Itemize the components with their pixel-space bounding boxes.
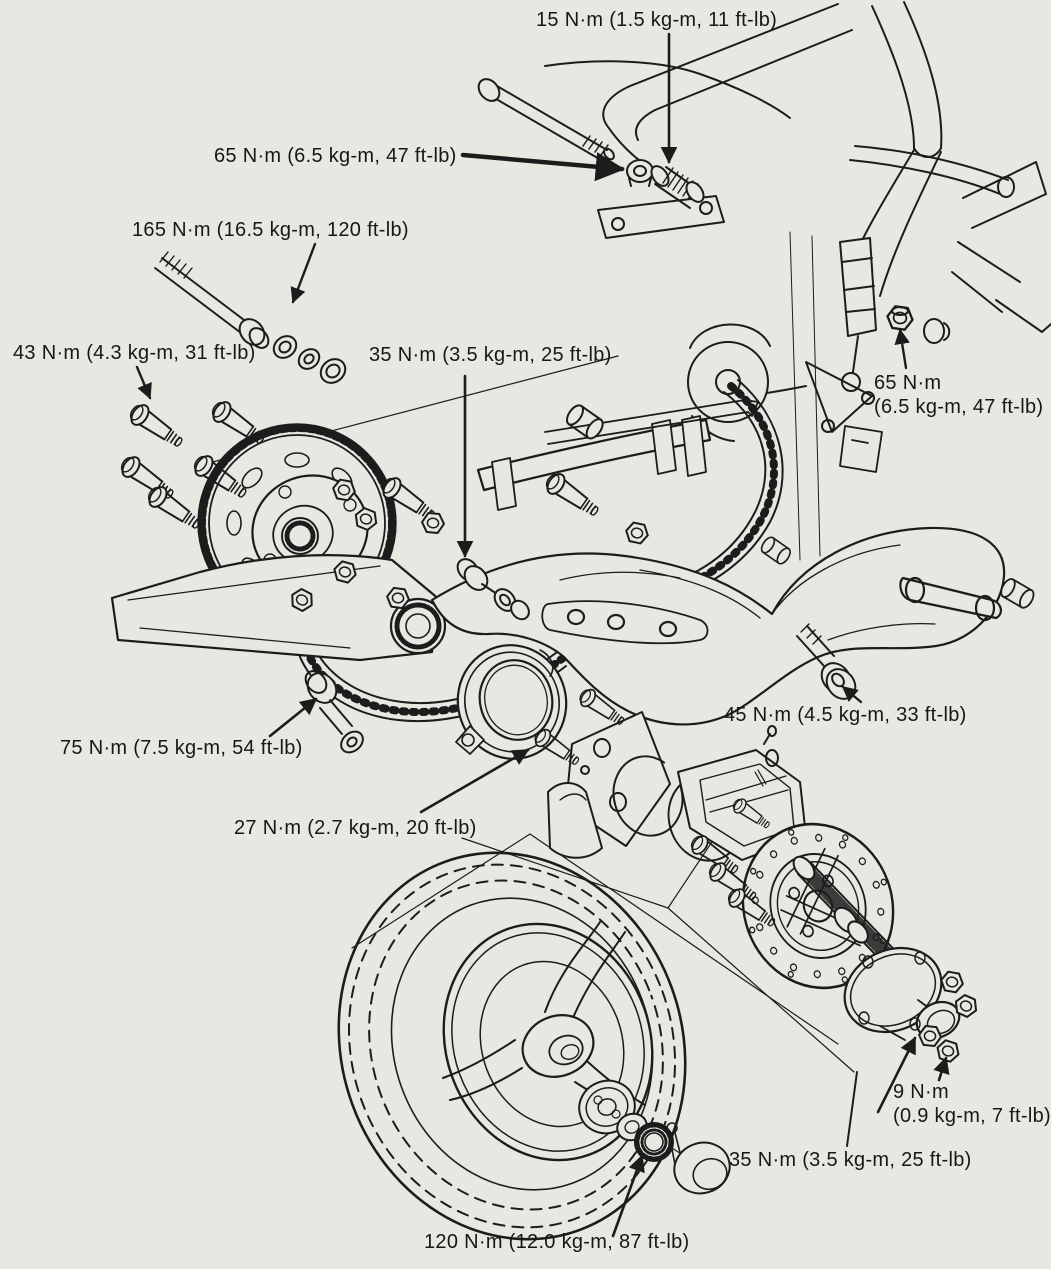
torque-label-43nm: 43 N·m (4.3 kg-m, 31 ft-lb)	[13, 342, 256, 364]
shock-absorber	[840, 238, 876, 391]
torque-label-165nm: 165 N·m (16.5 kg-m, 120 ft-lb)	[132, 219, 409, 241]
torque-label-45nm: 45 N·m (4.5 kg-m, 33 ft-lb)	[724, 704, 967, 726]
leader-65nm-left	[463, 155, 622, 169]
leader-27nm	[421, 750, 528, 812]
torque-label-65nm-right: 65 N·m (6.5 kg-m, 47 ft-lb)	[874, 372, 1044, 418]
leader-75nm	[270, 699, 316, 736]
rear-wheel	[285, 804, 739, 1269]
leader-9nm-b	[939, 1058, 946, 1080]
torque-label-75nm: 75 N·m (7.5 kg-m, 54 ft-lb)	[60, 737, 303, 759]
leader-35nm-axle	[847, 1072, 857, 1146]
torque-label-120nm: 120 N·m (12.0 kg-m, 87 ft-lb)	[424, 1231, 690, 1253]
chain-slider	[478, 400, 758, 510]
swingarm-pivot-shaft	[155, 252, 350, 388]
torque-label-15nm: 15 N·m (1.5 kg-m, 11 ft-lb)	[536, 9, 778, 31]
leader-165nm	[293, 244, 315, 302]
frame-section	[545, 2, 1051, 560]
pivot-locknut	[627, 160, 653, 186]
torque-label-9nm: 9 N·m (0.9 kg-m, 7 ft-lb)	[893, 1081, 1051, 1127]
pinch-bolt	[301, 667, 367, 757]
leader-120nm	[613, 1156, 642, 1236]
pivot-bolt-assembly	[474, 75, 707, 208]
leader-65nm-right	[900, 330, 906, 368]
torque-label-35nm-swingarm: 35 N·m (3.5 kg-m, 25 ft-lb)	[369, 344, 612, 366]
torque-label-35nm-axle: 35 N·m (3.5 kg-m, 25 ft-lb)	[729, 1149, 972, 1171]
torque-label-27nm: 27 N·m (2.7 kg-m, 20 ft-lb)	[234, 817, 477, 839]
torque-label-65nm-left: 65 N·m (6.5 kg-m, 47 ft-lb)	[214, 145, 457, 167]
leader-43nm	[137, 367, 150, 398]
chain-adjuster-nut	[886, 305, 949, 343]
